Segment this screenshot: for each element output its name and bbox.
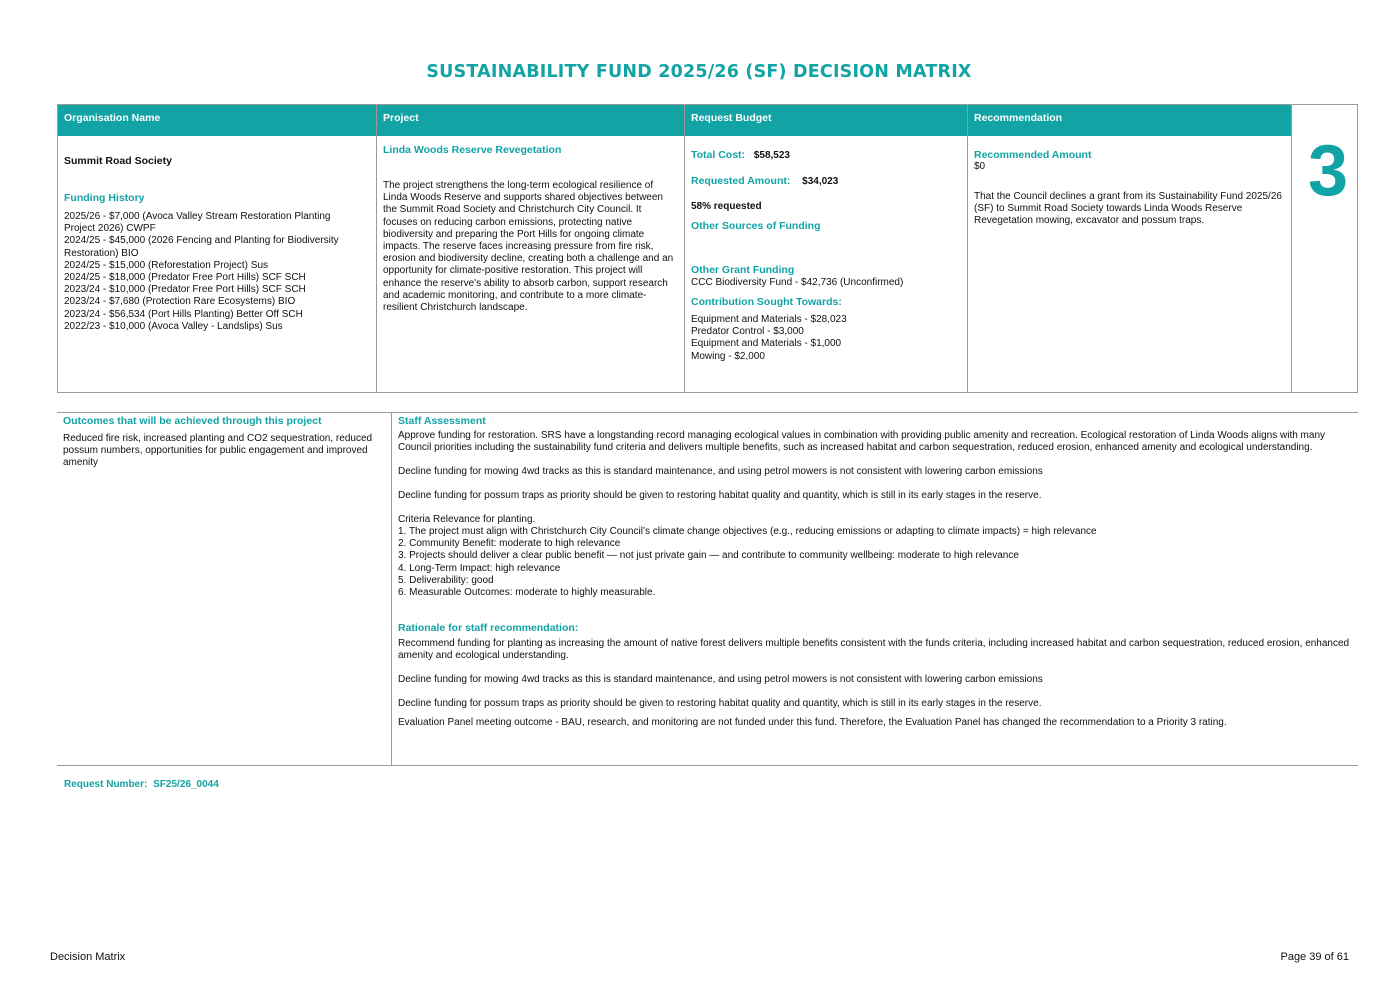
- recommended-amount-label: Recommended Amount: [974, 149, 1092, 161]
- list-item: Equipment and Materials - $28,023: [691, 314, 847, 325]
- header-budget: Request Budget: [685, 105, 967, 136]
- list-item: Equipment and Materials - $1,000: [691, 338, 842, 350]
- list-item: 2025/26 - $7,000 (Avoca Valley Stream Restoration Planting: [64, 211, 331, 222]
- list-item: Mowing - $2,000: [691, 350, 765, 362]
- request-number: [64, 779, 219, 791]
- contribution-list: [691, 314, 961, 363]
- assessment-section: [57, 412, 1358, 766]
- other-grant-label: Other Grant Funding: [691, 264, 795, 276]
- project-description: The project strengthens the long-term ecological resilience of Linda Woods Reserve and supports shared objectives between the Summit Road Society and Christchurch City Council. It focuses on reducing carbon emissions, protecting native biodiversity and preparing the Port Hills for ongoing climate impacts. The reserve faces increasing pressure from fire risk, erosion and biodiversity decline, creating both a challenge and an opportunity for climate-positive restoration. This project will enhance the reserve's ability to absorb carbon, support research and academic monitoring, and contribute to a more climate-resilient Christchurch landscape.: [383, 180, 674, 314]
- list-item: 2022/23 - $10,000 (Avoca Valley - Landslips) Sus: [64, 320, 283, 332]
- requested-value: $34,023: [802, 176, 839, 187]
- total-cost-value: $58,523: [753, 150, 790, 161]
- header-recommendation: Recommendation: [968, 105, 1291, 136]
- org-cell: [58, 136, 376, 392]
- list-item: 2024/25 - $45,000 (2026 Fencing and Planting for Biodiversity: [64, 235, 339, 247]
- staff-paragraph: Decline funding for possum traps as priority should be given to restoring habitat quality and quantity, which is still in its early stages in the reserve.: [398, 490, 1042, 501]
- request-number-value: SF25/26_0044: [153, 779, 219, 790]
- page-number: Page 39 of 61: [1280, 951, 1349, 963]
- recommendation-cell: [968, 136, 1291, 392]
- criteria-list: [398, 526, 1353, 599]
- list-item: 6. Measurable Outcomes: moderate to highly measurable.: [398, 587, 656, 599]
- staff-assessment-cell: [398, 415, 1353, 729]
- percent-requested: 58% requested: [691, 201, 762, 212]
- rationale-paragraph: Recommend funding for planting as increasing the amount of native forest delivers multiple benefits consistent with the funds criteria, including increased habitat and carbon sequestration, reduced erosion, enhanced amenity and ecological understanding.: [398, 638, 1350, 662]
- staff-paragraph: Approve funding for restoration. SRS have a longstanding record managing ecological values in combination with providing public amenity and recreation. Ecological restoration of Linda Woods aligns with many Council priorities including the sustainability fund criteria and delivers multiple benefits, such as increased habitat and carbon sequestration, reduced erosion, enhanced amenity and ecological understanding.: [398, 430, 1326, 453]
- list-item: Predator Control - $3,000: [691, 326, 804, 338]
- org-name: Summit Road Society: [64, 155, 172, 167]
- list-item: 2023/24 - $7,680 (Protection Rare Ecosystems) BIO: [64, 296, 296, 308]
- divider: [1291, 105, 1292, 392]
- rationale-paragraph: Decline funding for possum traps as priority should be given to restoring habitat quality and quantity, which is still in its early stages in the reserve.: [398, 698, 1042, 710]
- project-cell: [377, 136, 684, 392]
- staff-paragraph: Decline funding for mowing 4wd tracks as this is standard maintenance, and using petrol mowers is not consistent with lowering carbon emissions: [398, 466, 1043, 477]
- list-item: 2024/25 - $18,000 (Predator Free Port Hills) SCF SCH: [64, 272, 306, 284]
- requested-label: Requested Amount:: [691, 175, 791, 187]
- funding-history-list: [64, 211, 370, 333]
- total-cost-label: Total Cost:: [691, 149, 746, 161]
- list-item: Restoration) BIO: [64, 247, 139, 259]
- list-item: 2024/25 - $15,000 (Reforestation Project) Sus: [64, 259, 269, 271]
- requested-row: [691, 175, 961, 188]
- list-item: 4. Long-Term Impact: high relevance: [398, 562, 561, 574]
- list-item: Project 2026) CWPF: [64, 223, 156, 235]
- budget-cell: [685, 136, 967, 392]
- priority-rating: 3: [1307, 131, 1349, 211]
- list-item: 2023/24 - $56,534 (Port Hills Planting) Better Off SCH: [64, 308, 303, 320]
- recommended-amount: $0: [974, 161, 986, 172]
- header-org: Organisation Name: [58, 105, 376, 136]
- other-grant-value: CCC Biodiversity Fund - $42,736 (Unconfirmed): [691, 277, 904, 288]
- recommendation-text: That the Council declines a grant from its Sustainability Fund 2025/26 (SF) to Summit Road Society towards Linda Woods Reserve Revegetation mowing, excavator and possum traps.: [974, 191, 1282, 227]
- page-title: SUSTAINABILITY FUND 2025/26 (SF) DECISION MATRIX: [426, 62, 972, 82]
- rationale-label: Rationale for staff recommendation:: [398, 622, 579, 635]
- outcomes-cell: [63, 415, 385, 470]
- panel-outcome: Evaluation Panel meeting outcome - BAU, research, and monitoring are not funded under this fund. Therefore, the Evaluation Panel has changed the recommendation to a Priority 3 rating.: [398, 717, 1227, 729]
- request-number-label: Request Number:: [64, 779, 148, 790]
- header-project: Project: [377, 105, 684, 136]
- outcomes-text: Reduced fire risk, increased planting and CO2 sequestration, reduced possum numbers, opportunities for public engagement and improved amenity: [63, 433, 373, 469]
- list-item: 2. Community Benefit: moderate to high relevance: [398, 538, 621, 550]
- outcomes-label: Outcomes that will be achieved through this project: [63, 415, 322, 427]
- list-item: 1. The project must align with Christchurch City Council’s climate change objectives (e.g., reducing emissions or adapting to climate impacts) = high relevance: [398, 526, 1097, 537]
- criteria-label: Criteria Relevance for planting.: [398, 514, 536, 525]
- rationale-paragraph: Decline funding for mowing 4wd tracks as this is standard maintenance, and using petrol mowers is not consistent with lowering carbon emissions: [398, 674, 1043, 686]
- contribution-label: Contribution Sought Towards:: [691, 296, 842, 308]
- staff-assessment-label: Staff Assessment: [398, 415, 486, 427]
- list-item: 5. Deliverability: good: [398, 574, 494, 586]
- total-cost-row: [691, 149, 961, 162]
- divider: [391, 413, 392, 765]
- footer-left: Decision Matrix: [50, 951, 126, 963]
- project-name: Linda Woods Reserve Revegetation: [383, 144, 562, 156]
- decision-grid: [57, 104, 1358, 393]
- list-item: 2023/24 - $10,000 (Predator Free Port Hills) SCF SCH: [64, 284, 306, 296]
- list-item: 3. Projects should deliver a clear public benefit — not just private gain — and contribute to community wellbeing: moderate to high relevance: [398, 550, 1019, 562]
- other-sources-label: Other Sources of Funding: [691, 220, 821, 232]
- funding-history-label: Funding History: [64, 192, 145, 204]
